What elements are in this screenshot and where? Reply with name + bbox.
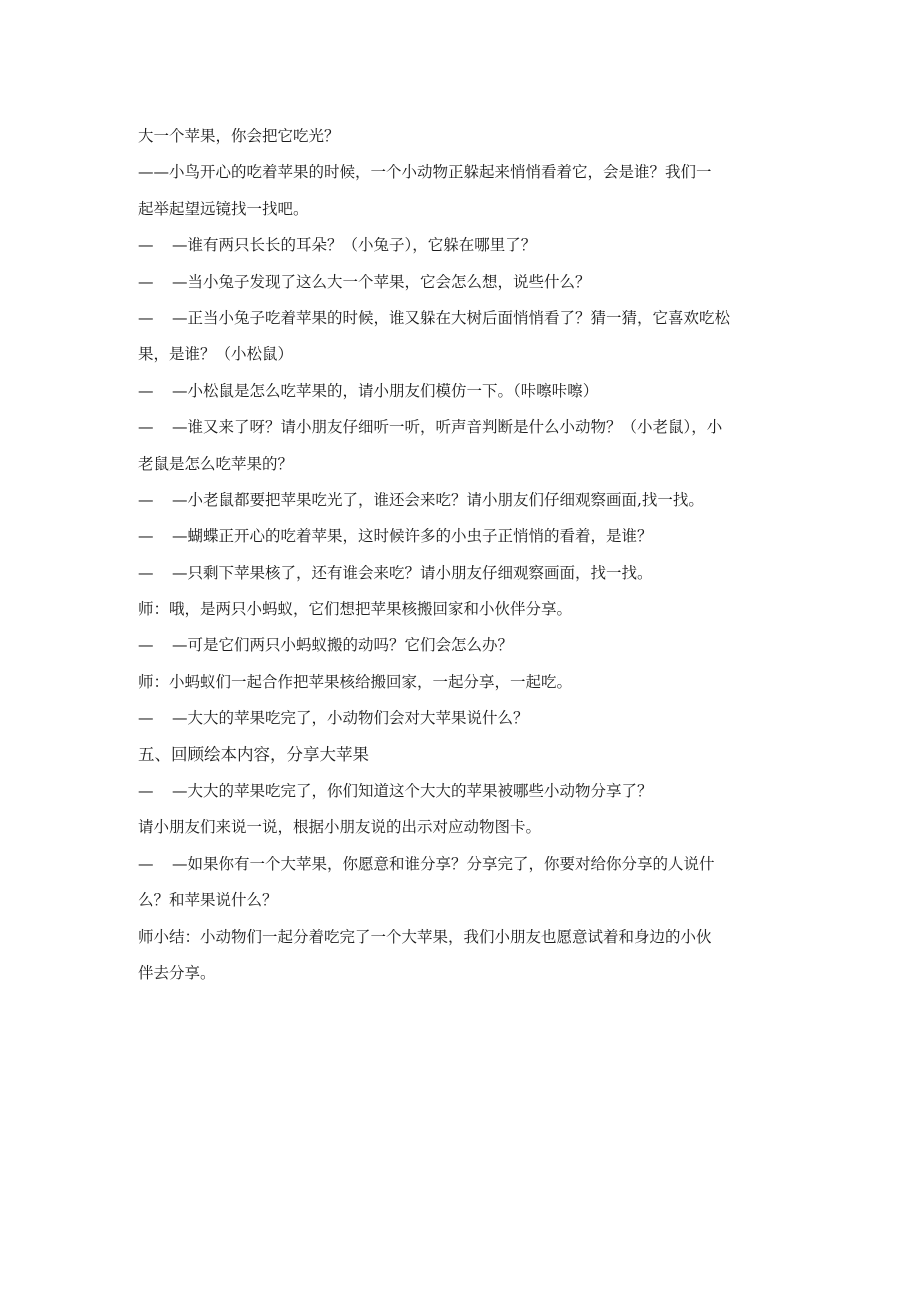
- line-text: —小松鼠是怎么吃苹果的，请小朋友们模仿一下。（咔嚓咔嚓）: [172, 381, 599, 400]
- line-text: —如果你有一个大苹果，你愿意和谁分享？分享完了，你要对给你分享的人说什: [172, 854, 715, 873]
- dash-marker: —: [138, 308, 154, 327]
- paragraph-line: [138, 191, 788, 227]
- paragraph-line: [138, 300, 788, 336]
- dash-marker: —: [138, 381, 154, 400]
- line-text: ——小鸟开心的吃着苹果的时候，一个小动物正躲起来悄悄看着它，会是谁？我们一: [138, 163, 712, 182]
- dash-marker: —: [138, 854, 154, 873]
- paragraph-line: [138, 700, 788, 736]
- paragraph-line: [138, 809, 788, 845]
- paragraph-line: [138, 627, 788, 663]
- section-heading: [138, 737, 788, 773]
- paragraph-line: [138, 373, 788, 409]
- line-text: —大大的苹果吃完了，你们知道这个大大的苹果被哪些小动物分享了？: [172, 782, 653, 801]
- paragraph-line: [138, 482, 788, 518]
- paragraph-line: [138, 154, 788, 190]
- paragraph-line: [138, 955, 788, 991]
- paragraph-line: [138, 336, 788, 372]
- dash-marker: —: [138, 709, 154, 728]
- paragraph-line: [138, 591, 788, 627]
- line-text: —正当小兔子吃着苹果的时候，谁又躲在大树后面悄悄看了？猜一猜，它喜欢吃松: [172, 308, 731, 327]
- dash-marker: —: [138, 236, 154, 255]
- paragraph-line: [138, 227, 788, 263]
- line-text: 大一个苹果，你会把它吃光？: [138, 127, 340, 145]
- line-text: —只剩下苹果核了，还有谁会来吃？请小朋友仔细观察画面，找一找。: [172, 563, 653, 582]
- paragraph-line: [138, 919, 788, 955]
- line-text: 师小结：小动物们一起分着吃完了一个大苹果，我们小朋友也愿意试着和身边的小伙: [138, 927, 712, 946]
- dash-marker: —: [138, 527, 154, 546]
- paragraph-line: [138, 882, 788, 918]
- paragraph-line: [138, 409, 788, 445]
- line-text: 么？和苹果说什么？: [138, 891, 278, 910]
- dash-marker: —: [138, 563, 154, 582]
- dash-marker: —: [138, 272, 154, 291]
- paragraph-line: [138, 555, 788, 591]
- paragraph-line: [138, 446, 788, 482]
- line-text: —可是它们两只小蚂蚁搬的动吗？它们会怎么办？: [172, 636, 514, 655]
- paragraph-line: [138, 264, 788, 300]
- dash-marker: —: [138, 490, 154, 509]
- paragraph-line: [138, 664, 788, 700]
- line-text: —蝴蝶正开心的吃着苹果，这时候许多的小虫子正悄悄的看着，是谁？: [172, 527, 653, 546]
- line-text: 起举起望远镜找一找吧。: [138, 199, 309, 218]
- dash-marker: —: [138, 782, 154, 801]
- line-text: 师：小蚂蚁们一起合作把苹果核给搬回家，一起分享，一起吃。: [138, 672, 573, 691]
- paragraph-line: [138, 846, 788, 882]
- line-text: —小老鼠都要把苹果吃光了，谁还会来吃？请小朋友们仔细观察画面,找一找。: [172, 490, 704, 509]
- line-text: —大大的苹果吃完了，小动物们会对大苹果说什么？: [172, 709, 529, 728]
- line-text: 师：哦，是两只小蚂蚁，它们想把苹果核搬回家和小伙伴分享。: [138, 600, 573, 619]
- line-text: —当小兔子发现了这么大一个苹果，它会怎么想，说些什么？: [172, 272, 591, 291]
- line-text: —谁有两只长长的耳朵？（小兔子），它躲在哪里了？: [172, 236, 537, 255]
- paragraph-line: [138, 518, 788, 554]
- line-text: 请小朋友们来说一说，根据小朋友说的出示对应动物图卡。: [138, 818, 542, 837]
- document-body: [138, 118, 788, 991]
- line-text: 五、回顾绘本内容，分享大苹果: [138, 744, 369, 764]
- paragraph-line: [138, 118, 788, 154]
- dash-marker: —: [138, 418, 154, 437]
- dash-marker: —: [138, 636, 154, 655]
- line-text: 果，是谁？（小松鼠）: [138, 345, 294, 364]
- line-text: 伴去分享。: [138, 963, 216, 982]
- line-text: 老鼠是怎么吃苹果的？: [138, 454, 294, 473]
- line-text: —谁又来了呀？请小朋友仔细听一听，听声音判断是什么小动物？（小老鼠），小: [172, 418, 723, 437]
- paragraph-line: [138, 773, 788, 809]
